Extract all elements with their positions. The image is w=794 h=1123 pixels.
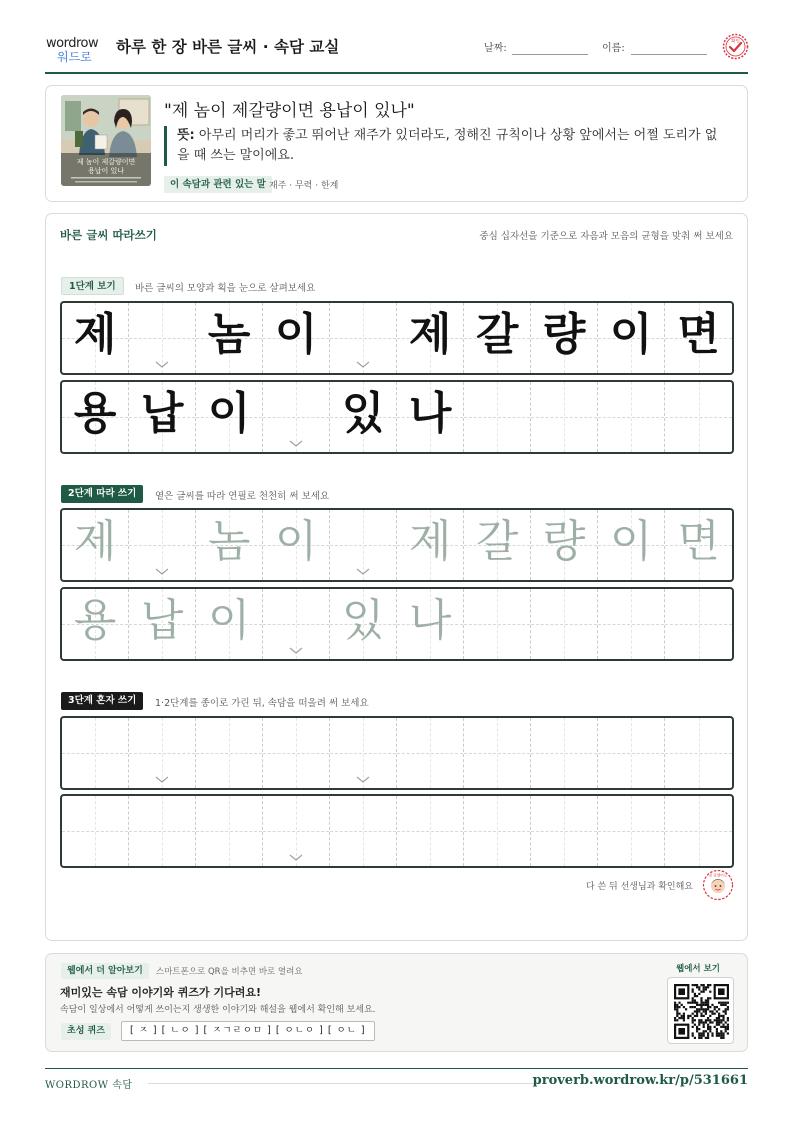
grid-character: 제: [408, 309, 452, 360]
panel-title: 바른 글씨 따라쓰기: [60, 228, 157, 242]
grid-character: 면: [677, 516, 720, 567]
grid-cell[interactable]: [263, 510, 330, 580]
grid-character: 이: [207, 388, 251, 439]
stage2-row-2[interactable]: [60, 587, 734, 661]
grid-cell[interactable]: [397, 796, 464, 866]
grid-character: 이: [274, 516, 318, 567]
stage1-row-1: [60, 301, 734, 375]
well-done-stamp-text: 참 잘했어요: [708, 873, 728, 878]
grid-cell: [464, 382, 531, 452]
wordrow-logo: [45, 36, 109, 62]
grid-cell[interactable]: [531, 718, 598, 788]
grid-cell: [665, 382, 732, 452]
practice-panel: [45, 213, 748, 941]
stage3-row-2[interactable]: [60, 794, 734, 868]
grid-cell[interactable]: [665, 589, 732, 659]
stage3-label: 3단계 혼자 쓰기: [61, 692, 143, 710]
grid-cell[interactable]: [531, 589, 598, 659]
grid-cell: [263, 382, 330, 452]
grid-cell[interactable]: [464, 589, 531, 659]
grid-cell[interactable]: [598, 718, 665, 788]
grid-cell: [330, 382, 397, 452]
web-badge: 웹에서 더 알아보기: [61, 963, 149, 979]
grid-cell: [196, 382, 263, 452]
footer-divider: [45, 1068, 748, 1069]
grid-cell[interactable]: [397, 718, 464, 788]
grid-character: 납: [140, 595, 184, 646]
grid-character: 이: [274, 309, 318, 360]
grid-cell[interactable]: [263, 796, 330, 866]
grid-character: 나: [408, 388, 452, 439]
grid-cell[interactable]: [330, 796, 397, 866]
stage3-row-1[interactable]: [60, 716, 734, 790]
grid-cell[interactable]: [129, 796, 196, 866]
grid-cell[interactable]: [129, 589, 196, 659]
grid-cell[interactable]: [665, 718, 732, 788]
grid-cell[interactable]: [665, 796, 732, 866]
grid-cell[interactable]: [665, 510, 732, 580]
web-promo-box: [45, 953, 748, 1052]
grid-character: 량: [542, 309, 586, 360]
space-mark-icon: [289, 647, 303, 655]
grid-character: 용: [73, 388, 117, 439]
proverb-illustration: [61, 95, 151, 186]
qr-code-box[interactable]: [667, 977, 734, 1044]
grid-character: 용: [73, 595, 117, 646]
stage2-label: 2단계 따라 쓰기: [61, 485, 143, 503]
grid-character: 납: [140, 388, 184, 439]
grid-character: 있: [341, 388, 385, 439]
grid-cell[interactable]: [531, 510, 598, 580]
stage1-desc: 바른 글씨의 모양과 획을 눈으로 살펴보세요: [135, 283, 316, 294]
grid-character: 제: [73, 309, 117, 360]
grid-cell: [129, 382, 196, 452]
grid-cell[interactable]: [129, 718, 196, 788]
grid-cell[interactable]: [330, 589, 397, 659]
grid-cell[interactable]: [196, 589, 263, 659]
name-field[interactable]: [631, 54, 707, 55]
grid-character: 있: [341, 595, 385, 646]
grid-character: 이: [609, 516, 653, 567]
space-mark-icon: [289, 854, 303, 862]
grid-cell[interactable]: [62, 718, 129, 788]
grid-cell: [665, 303, 732, 373]
page-title: 하루 한 장 바른 글씨 · 속담 교실: [116, 38, 340, 56]
date-field[interactable]: [512, 54, 588, 55]
grid-cell[interactable]: [531, 796, 598, 866]
illustration-caption-1: 제 놈이 제갈량이면: [76, 158, 136, 166]
grid-cell[interactable]: [598, 510, 665, 580]
logo-top-text: wordrow: [46, 36, 99, 51]
grid-cell[interactable]: [263, 589, 330, 659]
grid-character: 이: [609, 309, 653, 360]
grid-cell[interactable]: [464, 796, 531, 866]
grid-cell[interactable]: [397, 589, 464, 659]
stage2-desc: 옅은 글씨를 따라 연필로 천천히 써 보세요: [155, 491, 330, 502]
related-words: 재주 · 무력 · 한계: [269, 181, 339, 191]
grid-cell[interactable]: [330, 718, 397, 788]
grid-cell[interactable]: [263, 718, 330, 788]
stage1-label: 1단계 보기: [61, 277, 124, 295]
grid-cell[interactable]: [62, 796, 129, 866]
grid-cell: [598, 382, 665, 452]
grid-character: 놈: [207, 516, 251, 567]
check-text: 다 쓴 뒤 선생님과 확인해요: [585, 882, 693, 892]
grid-cell: [263, 303, 330, 373]
space-mark-icon: [356, 776, 370, 784]
grid-cell: [397, 303, 464, 373]
grid-cell: [397, 382, 464, 452]
date-label: 날짜:: [484, 43, 507, 54]
proverb-text: "제 놈이 제갈량이면 용납이 있나": [164, 101, 415, 121]
space-mark-icon: [155, 361, 169, 369]
proverb-card: [45, 85, 748, 202]
grid-character: 갈: [475, 309, 519, 360]
footer-separator: [148, 1083, 541, 1084]
space-mark-icon: [155, 568, 169, 576]
grid-character: 제: [73, 516, 117, 567]
grid-cell: [196, 303, 263, 373]
stage1-row-2: [60, 380, 734, 454]
grid-cell[interactable]: [397, 510, 464, 580]
meaning-text: 아무리 머리가 좋고 뛰어난 재주가 있더라도, 정해진 규칙이나 상황 앞에서는 어쩔 도리가 없을 때 쓰는 말이에요.: [177, 128, 718, 163]
initial-consonant-quiz: [ ㅈ ] [ ㄴㅇ ] [ ㅈㄱㄹㅇㅁ ] [ ㅇㄴㅇ ] [ ㅇㄴ ]: [121, 1021, 375, 1041]
grid-cell: [531, 303, 598, 373]
footer-brand: WORDROW 속담: [45, 1080, 133, 1091]
footer-url[interactable]: proverb.wordrow.kr/p/531661: [532, 1073, 748, 1088]
related-label: 이 속담과 관련 있는 말: [164, 176, 272, 193]
qr-code-icon[interactable]: [674, 984, 729, 1039]
meaning-label: 뜻:: [177, 128, 195, 143]
grid-cell[interactable]: [464, 510, 531, 580]
web-badge-desc: 스마트폰으로 QR을 비추면 바로 열려요: [156, 967, 303, 977]
grid-cell: [129, 303, 196, 373]
grid-cell[interactable]: [129, 510, 196, 580]
space-mark-icon: [356, 568, 370, 576]
grid-cell: [62, 303, 129, 373]
space-mark-icon: [155, 776, 169, 784]
space-mark-icon: [356, 361, 370, 369]
name-label: 이름:: [602, 43, 625, 54]
stage2-row-1[interactable]: [60, 508, 734, 582]
grid-cell[interactable]: [330, 510, 397, 580]
grid-cell: [598, 303, 665, 373]
grid-cell[interactable]: [464, 718, 531, 788]
grid-cell: [62, 382, 129, 452]
meaning-block: [164, 126, 724, 166]
stamp-text: 확인: [731, 39, 740, 45]
space-mark-icon: [289, 440, 303, 448]
grid-character: 이: [207, 595, 251, 646]
grid-cell[interactable]: [62, 589, 129, 659]
grid-character: 량: [542, 516, 586, 567]
web-desc: 속담이 일상에서 어떻게 쓰이는지 생생한 이야기와 해설을 웹에서 확인해 보세요.: [60, 1005, 376, 1015]
logo-bottom-text: 워드로: [57, 50, 92, 64]
grid-cell[interactable]: [598, 589, 665, 659]
web-headline: 재미있는 속담 이야기와 퀴즈가 기다려요!: [60, 986, 261, 999]
grid-cell[interactable]: [598, 796, 665, 866]
qr-label: 웹에서 보기: [676, 964, 721, 974]
grid-cell[interactable]: [196, 510, 263, 580]
grid-character: 면: [677, 309, 720, 360]
page-header: [45, 30, 748, 74]
grid-character: 갈: [475, 516, 519, 567]
quiz-label: 초성 퀴즈: [61, 1023, 111, 1040]
grid-cell[interactable]: [196, 718, 263, 788]
grid-cell[interactable]: [196, 796, 263, 866]
grid-cell: [531, 382, 598, 452]
stage3-desc: 1·2단계를 종이로 가린 뒤, 속담을 떠올려 써 보세요: [155, 698, 369, 709]
grid-character: 나: [408, 595, 452, 646]
grid-character: 제: [408, 516, 452, 567]
grid-cell: [464, 303, 531, 373]
check-stamp-icon: [722, 33, 749, 60]
grid-character: 놈: [207, 309, 251, 360]
grid-cell[interactable]: [62, 510, 129, 580]
well-done-stamp-icon: [702, 869, 734, 901]
illustration-caption-2: 용납이 있나: [87, 167, 125, 175]
grid-cell: [330, 303, 397, 373]
panel-note: 중심 십자선을 기준으로 자음과 모음의 균형을 맞춰 써 보세요: [479, 231, 733, 242]
